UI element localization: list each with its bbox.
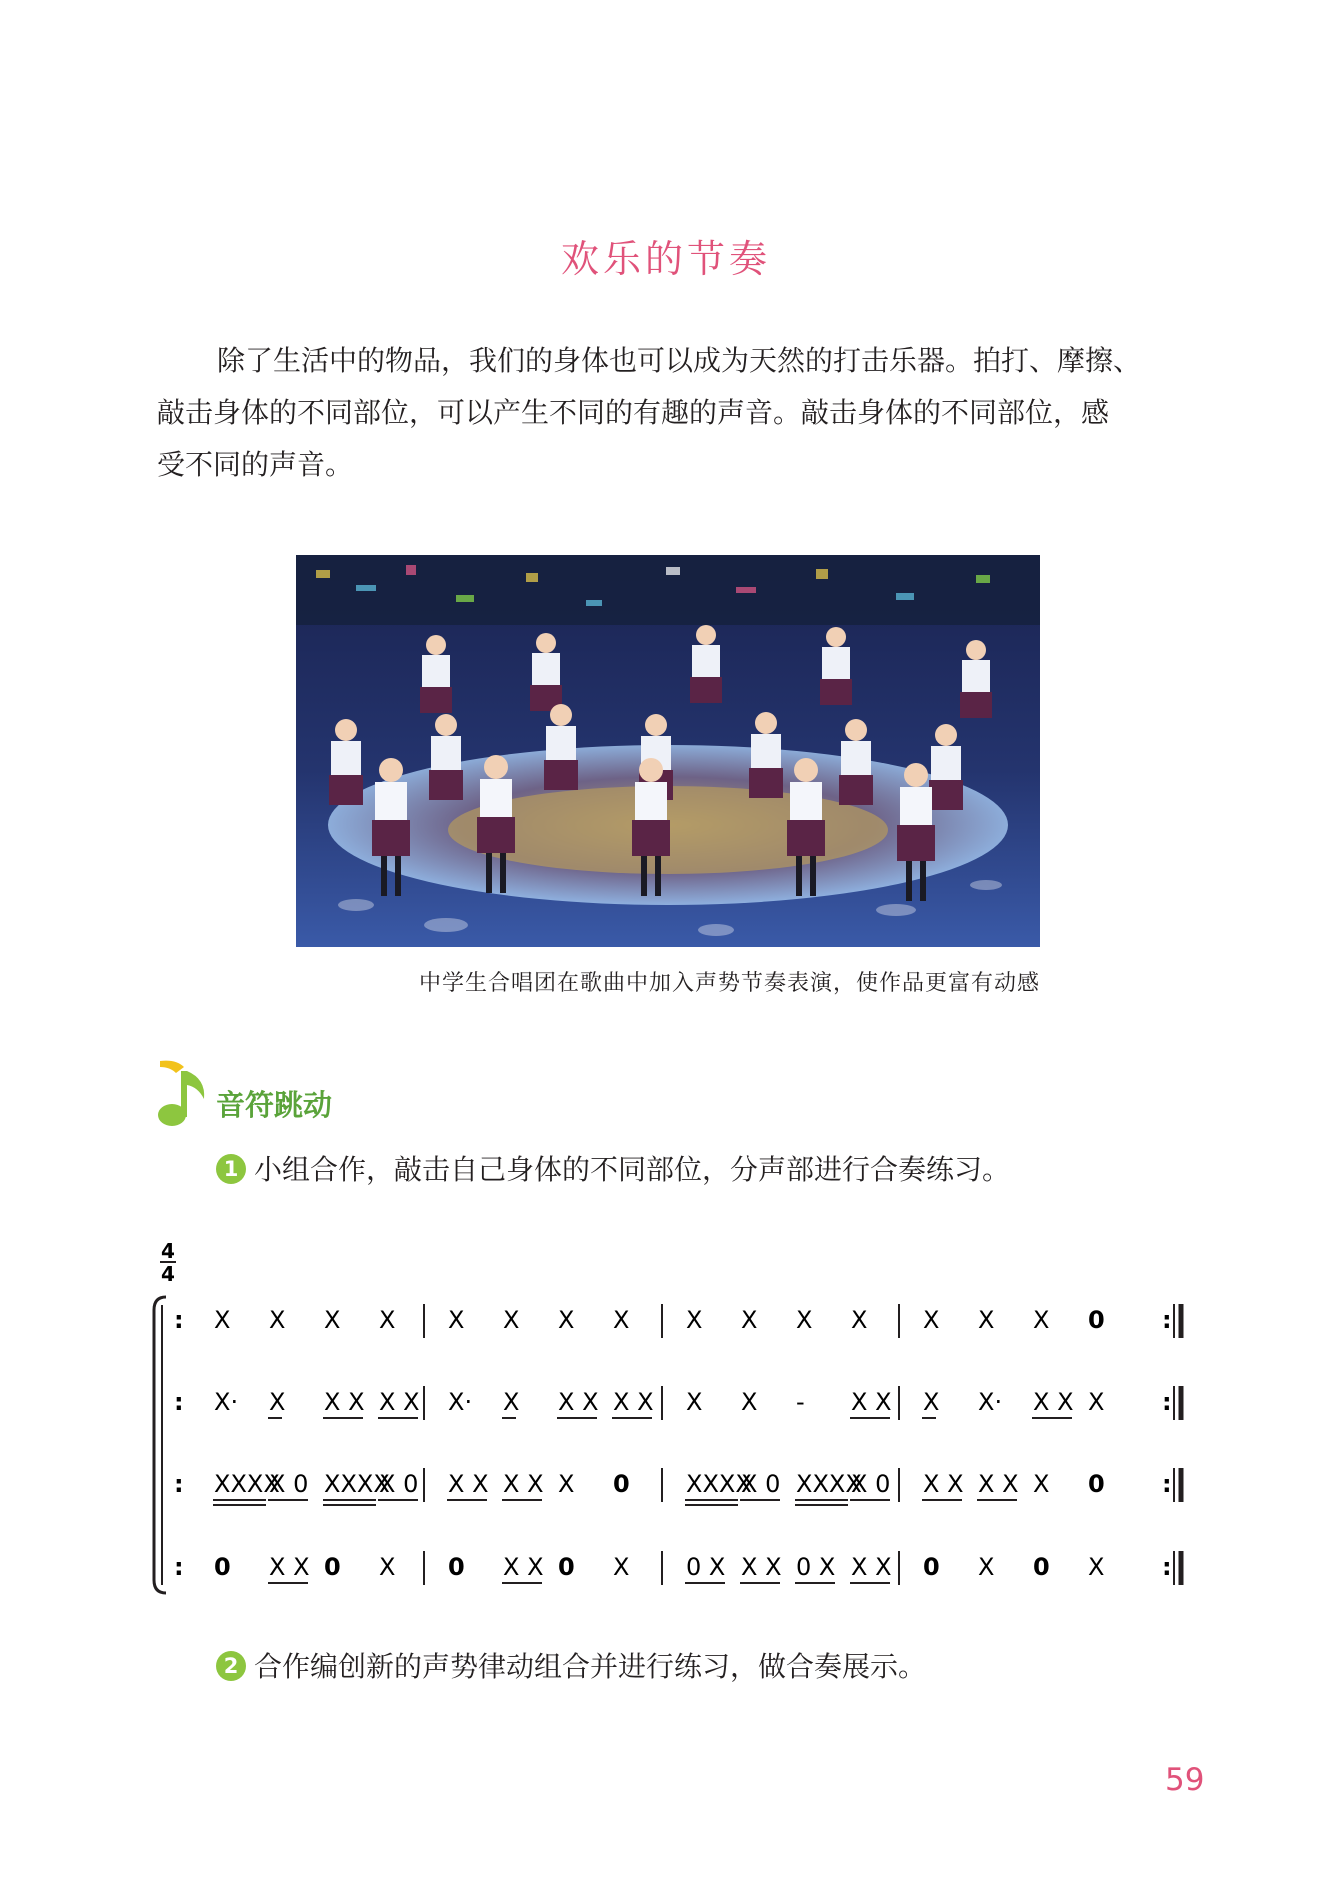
rhythm-note: X X: [923, 1470, 964, 1498]
rhythm-note: 0: [923, 1553, 940, 1581]
repeat-start-sign: :: [174, 1470, 184, 1498]
repeat-end-sign: :: [1162, 1306, 1172, 1334]
photo-caption: 中学生合唱团在歌曲中加入声势节奏表演，使作品更富有动感: [418, 971, 1040, 996]
rhythm-note: 0: [1088, 1470, 1105, 1498]
time-signature-top: 4: [161, 1239, 175, 1263]
task-1-text: 小组合作，敲击自己身体的不同部位，分声部进行合奏练习。: [254, 1153, 1011, 1186]
task-1: [216, 1148, 1010, 1188]
intro-paragraph: [157, 335, 1187, 491]
rhythm-note: X 0: [379, 1470, 419, 1498]
repeat-end-sign: :: [1162, 1470, 1172, 1498]
rhythm-note: X: [269, 1388, 286, 1416]
rhythm-note: X: [978, 1553, 995, 1581]
rhythm-note: X X: [1033, 1388, 1074, 1416]
rhythm-note: X: [269, 1306, 286, 1334]
intro-line-3: 受不同的声音。: [157, 448, 354, 481]
intro-line-1: 除了生活中的物品，我们的身体也可以成为天然的打击乐器。拍打、摩擦、: [217, 344, 1142, 377]
rhythm-note: X: [558, 1306, 575, 1334]
rhythm-note: X: [503, 1388, 520, 1416]
rhythm-note: X X: [503, 1470, 544, 1498]
rhythm-note: 0: [448, 1553, 465, 1581]
rhythm-note: X: [613, 1306, 630, 1334]
rhythm-note: 0: [613, 1470, 630, 1498]
rhythm-note: X: [379, 1306, 396, 1334]
rhythm-note: X·: [448, 1388, 473, 1416]
rhythm-note: X: [923, 1306, 940, 1334]
rhythm-note: X·: [214, 1388, 239, 1416]
repeat-start-sign: :: [174, 1388, 184, 1416]
choir-photo: [296, 555, 1040, 947]
rhythm-note: X: [324, 1306, 341, 1334]
rhythm-note: X: [1088, 1388, 1105, 1416]
task-2-text: 合作编创新的声势律动组合并进行练习，做合奏展示。: [254, 1650, 927, 1683]
rhythm-note: XXXX: [214, 1470, 280, 1498]
rhythm-note: X: [1033, 1306, 1050, 1334]
repeat-start-sign: :: [174, 1306, 184, 1334]
rhythm-note: X: [379, 1553, 396, 1581]
rhythm-note: X X: [978, 1470, 1019, 1498]
rhythm-note: X X: [379, 1388, 420, 1416]
rhythm-note: 0: [1088, 1306, 1105, 1334]
rhythm-note: XXXX: [686, 1470, 752, 1498]
repeat-start-sign: :: [174, 1553, 184, 1581]
rhythm-note: 0 X: [796, 1553, 836, 1581]
rhythm-note: X X: [558, 1388, 599, 1416]
rhythm-note: X·: [978, 1388, 1003, 1416]
music-note-icon: [154, 1057, 212, 1131]
choir-photo-illustration: [296, 555, 1040, 947]
task-2: [216, 1645, 926, 1685]
rhythm-note: X: [1088, 1553, 1105, 1581]
rhythm-note: X X: [851, 1553, 892, 1581]
rhythm-note: 0: [1033, 1553, 1050, 1581]
rhythm-note: 0 X: [686, 1553, 726, 1581]
time-signature-bottom: 4: [161, 1262, 175, 1286]
rhythm-note: X 0: [269, 1470, 309, 1498]
repeat-end-sign: :: [1162, 1388, 1172, 1416]
rhythm-note: X X: [448, 1470, 489, 1498]
rhythm-note: X 0: [741, 1470, 781, 1498]
rhythm-note: X X: [269, 1553, 310, 1581]
repeat-end-sign: :: [1162, 1553, 1172, 1581]
rhythm-note: X: [1033, 1470, 1050, 1498]
rhythm-note: X: [796, 1306, 813, 1334]
rhythm-note: X: [741, 1306, 758, 1334]
rhythm-note: X: [923, 1388, 940, 1416]
page-number: 59: [1165, 1762, 1205, 1798]
rhythm-note: X X: [613, 1388, 654, 1416]
intro-line-2: 敲击身体的不同部位，可以产生不同的有趣的声音。敲击身体的不同部位，感: [157, 396, 1110, 429]
page-title: 欢乐的节奏: [560, 237, 771, 281]
rhythm-note: -: [796, 1388, 805, 1416]
rhythm-note: X X: [503, 1553, 544, 1581]
rhythm-note: XXXX: [796, 1470, 862, 1498]
rhythm-note: X X: [851, 1388, 892, 1416]
rhythm-note: X 0: [851, 1470, 891, 1498]
rhythm-note: X: [503, 1306, 520, 1334]
section-title: 音符跳动: [216, 1088, 333, 1122]
rhythm-note: 0: [324, 1553, 341, 1581]
task-1-number-badge: 1: [216, 1154, 246, 1184]
rhythm-note: 0: [558, 1553, 575, 1581]
rhythm-note: 0: [214, 1553, 231, 1581]
rhythm-note: X: [214, 1306, 231, 1334]
rhythm-score: [150, 1235, 1200, 1605]
rhythm-note: X X: [741, 1553, 782, 1581]
rhythm-note: X: [741, 1388, 758, 1416]
task-2-number-badge: 2: [216, 1651, 246, 1681]
rhythm-note: XXXX: [324, 1470, 390, 1498]
rhythm-note: X: [558, 1470, 575, 1498]
rhythm-note: X X: [324, 1388, 365, 1416]
rhythm-note: X: [686, 1306, 703, 1334]
rhythm-note: X: [851, 1306, 868, 1334]
rhythm-note: X: [978, 1306, 995, 1334]
rhythm-note: X: [613, 1553, 630, 1581]
rhythm-note: X: [448, 1306, 465, 1334]
rhythm-note: X: [686, 1388, 703, 1416]
score-brace: [154, 1297, 166, 1593]
